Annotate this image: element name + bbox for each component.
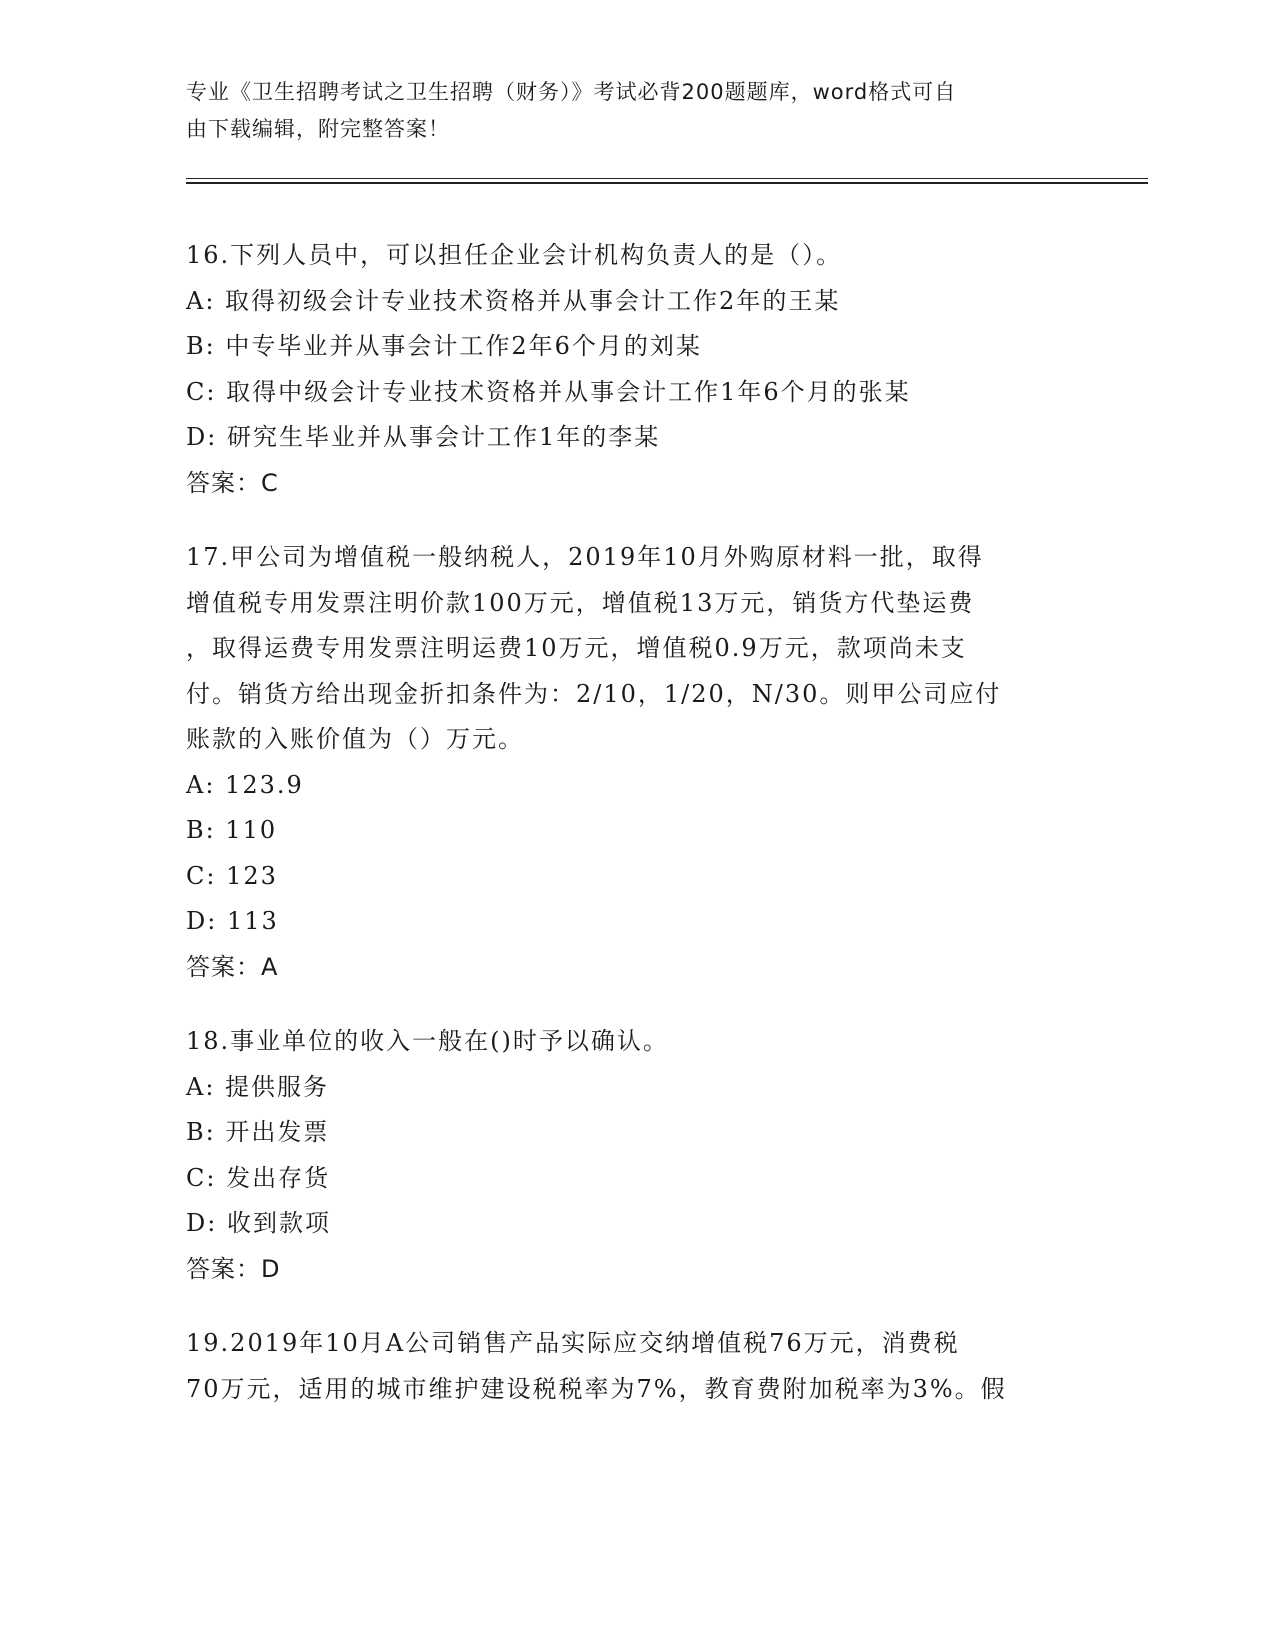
- option-a: A: 提供服务: [186, 1072, 330, 1101]
- question-stem-line: 增值税专用发票注明价款100万元，增值税13万元，销货方代垫运费: [186, 588, 975, 617]
- document-header: [186, 74, 1066, 148]
- header-divider-thick: [186, 182, 1148, 184]
- answer-line: 答案：D: [186, 1254, 281, 1283]
- option-d: D: 收到款项: [186, 1209, 331, 1237]
- question-stem-line: 付。销货方给出现金折扣条件为：2/10，1/20，N/30。则甲公司应付: [186, 679, 1002, 708]
- question-18: [186, 1019, 1086, 1292]
- option-d: D: 113: [186, 907, 279, 935]
- option-c: C: 取得中级会计专业技术资格并从事会计工作1年6个月的张某: [186, 377, 911, 406]
- option-b: B: 110: [186, 816, 278, 844]
- header-line-1: 专业《卫生招聘考试之卫生招聘（财务）》考试必背200题题库，word格式可自: [186, 80, 957, 104]
- question-stem-line: 账款的入账价值为（）万元。: [186, 725, 524, 753]
- question-17: [186, 535, 1086, 990]
- question-stem-line: 17.甲公司为增值税一般纳税人，2019年10月外购原材料一批，取得: [186, 543, 984, 571]
- option-a: A: 123.9: [186, 770, 304, 799]
- option-a: A: 取得初级会计专业技术资格并从事会计工作2年的王某: [186, 286, 841, 315]
- option-c: C: 发出存货: [186, 1163, 331, 1192]
- option-b: B: 开出发票: [186, 1118, 330, 1146]
- header-line-2: 由下载编辑，附完整答案！: [186, 117, 450, 141]
- question-stem-line: 19.2019年10月A公司销售产品实际应交纳增值税76万元，消费税: [186, 1329, 960, 1357]
- question-19: [186, 1321, 1086, 1412]
- question-16: [186, 233, 1086, 506]
- question-stem-line: 16.下列人员中，可以担任企业会计机构负责人的是（）。: [186, 241, 843, 269]
- question-stem-line: 18.事业单位的收入一般在()时予以确认。: [186, 1027, 669, 1055]
- answer-line: 答案：C: [186, 468, 279, 497]
- question-list: [186, 233, 1086, 1441]
- answer-line: 答案：A: [186, 952, 279, 981]
- option-c: C: 123: [186, 861, 278, 890]
- option-d: D: 研究生毕业并从事会计工作1年的李某: [186, 423, 661, 451]
- question-stem-line: ，取得运费专用发票注明运费10万元，增值税0.9万元，款项尚未支: [186, 634, 967, 662]
- question-stem-line: 70万元，适用的城市维护建设税税率为7%，教育费附加税率为3%。假: [186, 1374, 1007, 1403]
- option-b: B: 中专毕业并从事会计工作2年6个月的刘某: [186, 332, 702, 360]
- header-divider-thin: [186, 178, 1148, 179]
